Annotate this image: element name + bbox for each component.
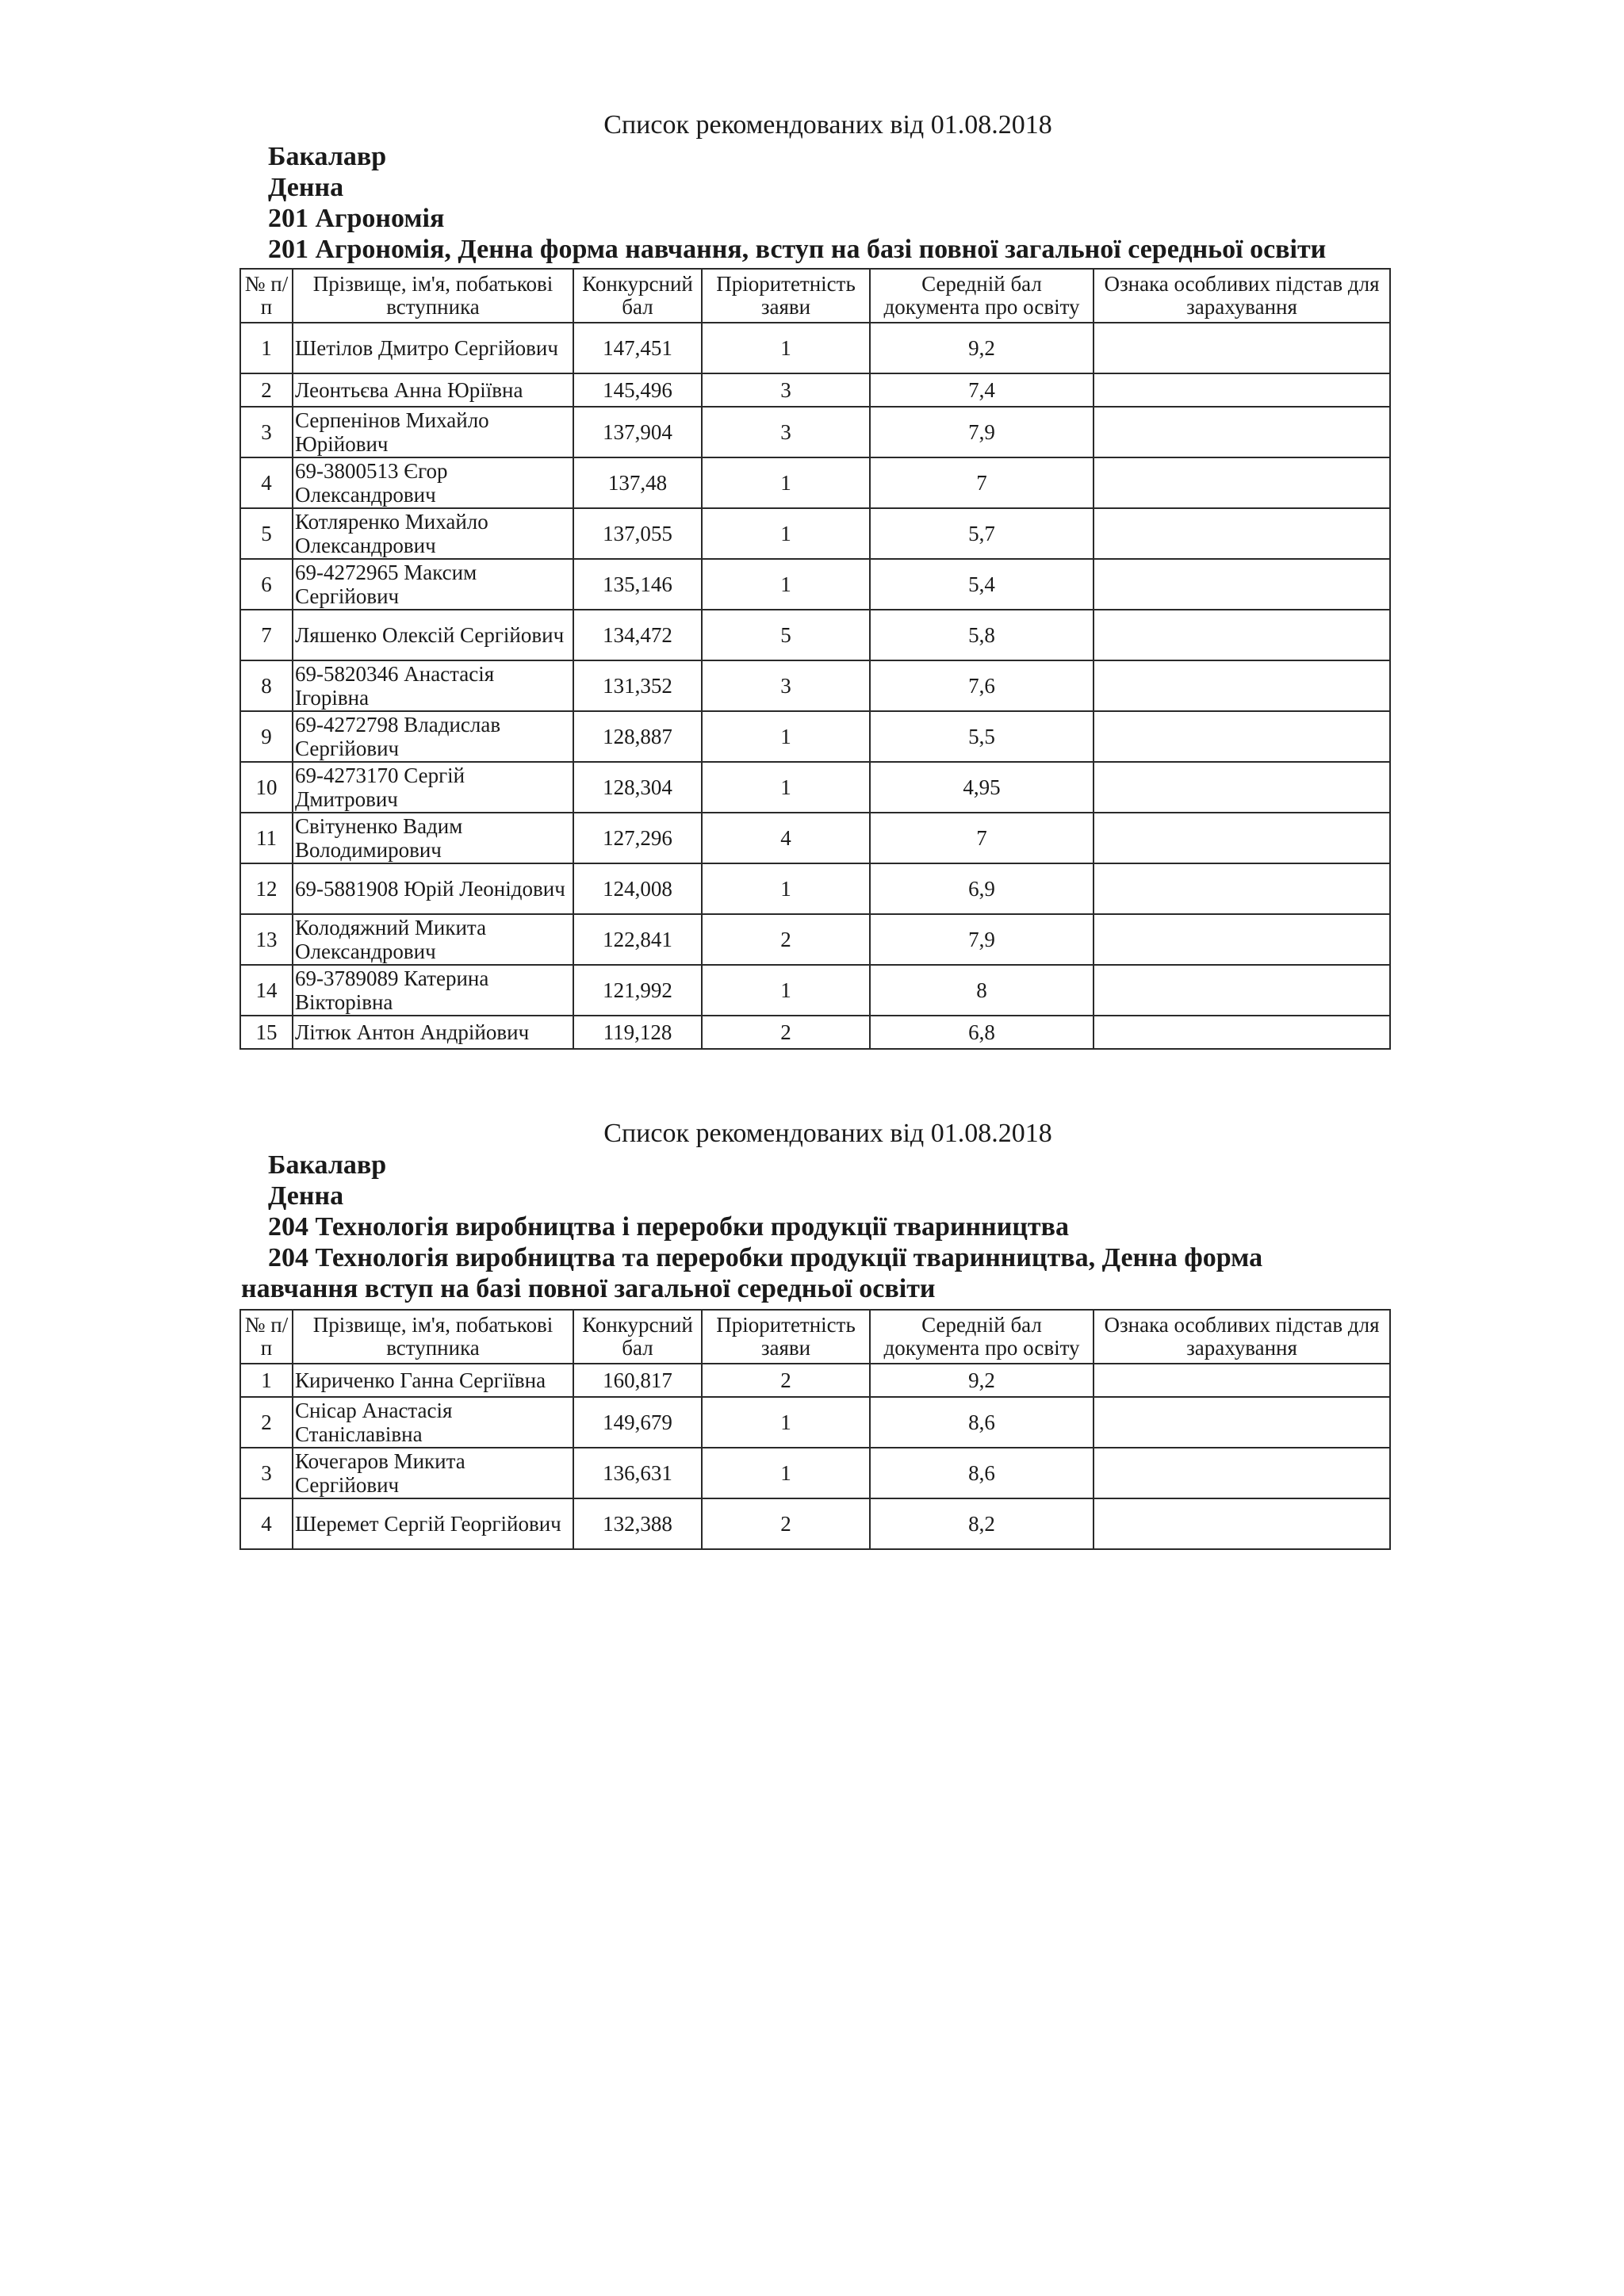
row-score: 121,992	[573, 965, 702, 1016]
row-special	[1094, 711, 1390, 762]
row-avg: 5,8	[870, 610, 1094, 660]
row-name: Котляренко Михайло Олександрович	[293, 508, 573, 559]
table-row	[240, 610, 1390, 660]
row-priority: 2	[702, 1016, 870, 1049]
row-special	[1094, 407, 1390, 457]
table-row	[240, 813, 1390, 863]
row-special	[1094, 1498, 1390, 1549]
row-special	[1094, 508, 1390, 559]
row-num: 2	[240, 373, 293, 407]
row-name: Шетілов Дмитро Сергійович	[293, 323, 573, 373]
row-num: 6	[240, 559, 293, 610]
row-priority: 1	[702, 457, 870, 508]
degree-heading: Бакалавр	[268, 142, 387, 171]
row-avg: 7	[870, 457, 1094, 508]
col-header-priority: Пріоритетність заяви	[702, 1310, 870, 1364]
row-avg: 5,5	[870, 711, 1094, 762]
row-score: 124,008	[573, 863, 702, 914]
form-heading: Денна	[268, 173, 344, 202]
recommended-list-table	[239, 268, 1391, 1050]
program-full-heading: 204 Технологія виробництва та переробки продукції тваринництва, Денна форма навчання вступ на базі повної загальної середньої освіти	[241, 1243, 1263, 1303]
col-header-num: № п/п	[240, 269, 293, 323]
row-num: 7	[240, 610, 293, 660]
table-row	[240, 711, 1390, 762]
row-name: Шеремет Сергій Георгійович	[293, 1498, 573, 1549]
row-avg: 8	[870, 965, 1094, 1016]
row-name: Світуненко Вадим Володимирович	[293, 813, 573, 863]
row-score: 137,48	[573, 457, 702, 508]
row-num: 4	[240, 457, 293, 508]
row-special	[1094, 610, 1390, 660]
row-avg: 8,2	[870, 1498, 1094, 1549]
row-name: Колодяжний Микита Олександрович	[293, 914, 573, 965]
row-score: 128,304	[573, 762, 702, 813]
col-header-priority: Пріоритетність заяви	[702, 269, 870, 323]
section-livestock	[0, 1118, 1624, 1550]
row-avg: 7,9	[870, 407, 1094, 457]
row-priority: 1	[702, 965, 870, 1016]
row-avg: 6,9	[870, 863, 1094, 914]
row-name: 69-5820346 Анастасія Ігорівна	[293, 660, 573, 711]
program-heading: 201 Агрономія	[268, 204, 445, 233]
col-header-avg: Середній бал документа про освіту	[870, 269, 1094, 323]
row-name: 69-5881908 Юрій Леонідович	[293, 863, 573, 914]
row-num: 1	[240, 1364, 293, 1397]
row-priority: 1	[702, 1397, 870, 1448]
row-score: 137,904	[573, 407, 702, 457]
table-row	[240, 1364, 1390, 1397]
row-priority: 1	[702, 323, 870, 373]
row-avg: 9,2	[870, 1364, 1094, 1397]
row-avg: 4,95	[870, 762, 1094, 813]
row-score: 137,055	[573, 508, 702, 559]
row-priority: 4	[702, 813, 870, 863]
row-avg: 6,8	[870, 1016, 1094, 1049]
row-avg: 5,7	[870, 508, 1094, 559]
row-score: 131,352	[573, 660, 702, 711]
row-num: 12	[240, 863, 293, 914]
col-header-special: Ознака особливих підстав для зарахування	[1094, 1310, 1390, 1364]
row-priority: 3	[702, 373, 870, 407]
row-special	[1094, 559, 1390, 610]
row-name: Серпенінов Михайло Юрійович	[293, 407, 573, 457]
row-num: 3	[240, 407, 293, 457]
table-row	[240, 1016, 1390, 1049]
row-priority: 1	[702, 762, 870, 813]
row-avg: 8,6	[870, 1397, 1094, 1448]
col-header-num: № п/п	[240, 1310, 293, 1364]
row-name: Кочегаров Микита Сергійович	[293, 1448, 573, 1498]
row-priority: 2	[702, 1364, 870, 1397]
row-priority: 1	[702, 508, 870, 559]
row-avg: 7,4	[870, 373, 1094, 407]
row-special	[1094, 323, 1390, 373]
row-num: 3	[240, 1448, 293, 1498]
table-row	[240, 762, 1390, 813]
row-num: 10	[240, 762, 293, 813]
program-heading: 204 Технологія виробництва і переробки продукції тваринництва	[268, 1212, 1069, 1242]
table-row	[240, 323, 1390, 373]
table-row	[240, 914, 1390, 965]
row-num: 13	[240, 914, 293, 965]
row-avg: 5,4	[870, 559, 1094, 610]
row-name: Ляшенко Олексій Сергійович	[293, 610, 573, 660]
col-header-special: Ознака особливих підстав для зарахування	[1094, 269, 1390, 323]
row-score: 160,817	[573, 1364, 702, 1397]
row-num: 11	[240, 813, 293, 863]
row-num: 2	[240, 1397, 293, 1448]
row-name: Кириченко Ганна Сергіївна	[293, 1364, 573, 1397]
row-score: 145,496	[573, 373, 702, 407]
row-score: 135,146	[573, 559, 702, 610]
row-score: 136,631	[573, 1448, 702, 1498]
row-priority: 3	[702, 660, 870, 711]
row-priority: 1	[702, 711, 870, 762]
row-special	[1094, 1016, 1390, 1049]
row-priority: 2	[702, 1498, 870, 1549]
row-name: Леонтьєва Анна Юріївна	[293, 373, 573, 407]
row-name: Літюк Антон Андрійович	[293, 1016, 573, 1049]
list-title: Список рекомендованих від 01.08.2018	[603, 110, 1052, 140]
row-special	[1094, 373, 1390, 407]
table-row	[240, 660, 1390, 711]
row-score: 122,841	[573, 914, 702, 965]
table-row	[240, 508, 1390, 559]
form-heading: Денна	[268, 1181, 344, 1211]
row-name: 69-4272798 Владислав Сергійович	[293, 711, 573, 762]
degree-heading: Бакалавр	[268, 1150, 387, 1180]
row-special	[1094, 457, 1390, 508]
row-special	[1094, 813, 1390, 863]
table-row	[240, 1498, 1390, 1549]
table-row	[240, 457, 1390, 508]
row-priority: 5	[702, 610, 870, 660]
table-row	[240, 965, 1390, 1016]
row-num: 15	[240, 1016, 293, 1049]
row-num: 4	[240, 1498, 293, 1549]
table-row	[240, 863, 1390, 914]
table-row	[240, 373, 1390, 407]
row-score: 127,296	[573, 813, 702, 863]
col-header-avg: Середній бал документа про освіту	[870, 1310, 1094, 1364]
row-score: 119,128	[573, 1016, 702, 1049]
list-title: Список рекомендованих від 01.08.2018	[603, 1119, 1052, 1148]
row-name: Снісар Анастасія Станіславівна	[293, 1397, 573, 1448]
row-special	[1094, 1397, 1390, 1448]
row-score: 147,451	[573, 323, 702, 373]
row-priority: 3	[702, 407, 870, 457]
row-priority: 2	[702, 914, 870, 965]
row-special	[1094, 914, 1390, 965]
row-num: 14	[240, 965, 293, 1016]
row-num: 9	[240, 711, 293, 762]
row-special	[1094, 863, 1390, 914]
row-special	[1094, 1448, 1390, 1498]
row-avg: 7,6	[870, 660, 1094, 711]
row-score: 128,887	[573, 711, 702, 762]
row-priority: 1	[702, 559, 870, 610]
row-special	[1094, 762, 1390, 813]
row-special	[1094, 965, 1390, 1016]
table-row	[240, 1397, 1390, 1448]
table-row	[240, 559, 1390, 610]
col-header-name: Прізвище, ім'я, побатькові вступника	[293, 269, 573, 323]
row-name: 69-4273170 Сергій Дмитрович	[293, 762, 573, 813]
row-name: 69-4272965 Максим Сергійович	[293, 559, 573, 610]
col-header-name: Прізвище, ім'я, побатькові вступника	[293, 1310, 573, 1364]
row-priority: 1	[702, 863, 870, 914]
row-avg: 7,9	[870, 914, 1094, 965]
row-avg: 8,6	[870, 1448, 1094, 1498]
row-special	[1094, 660, 1390, 711]
row-score: 149,679	[573, 1397, 702, 1448]
row-num: 1	[240, 323, 293, 373]
col-header-score: Конкурсний бал	[573, 269, 702, 323]
row-avg: 9,2	[870, 323, 1094, 373]
row-name: 69-3800513 Єгор Олександрович	[293, 457, 573, 508]
row-score: 134,472	[573, 610, 702, 660]
row-name: 69-3789089 Катерина Вікторівна	[293, 965, 573, 1016]
table-row	[240, 1448, 1390, 1498]
recommended-list-table	[239, 1309, 1391, 1550]
row-special	[1094, 1364, 1390, 1397]
table-header-row	[240, 269, 1390, 323]
section-agronomy	[0, 109, 1624, 1050]
row-priority: 1	[702, 1448, 870, 1498]
table-header-row	[240, 1310, 1390, 1364]
col-header-score: Конкурсний бал	[573, 1310, 702, 1364]
row-num: 5	[240, 508, 293, 559]
row-score: 132,388	[573, 1498, 702, 1549]
table-row	[240, 407, 1390, 457]
row-num: 8	[240, 660, 293, 711]
program-full-heading: 201 Агрономія, Денна форма навчання, вступ на базі повної загальної середньої освіти	[268, 235, 1327, 264]
row-avg: 7	[870, 813, 1094, 863]
